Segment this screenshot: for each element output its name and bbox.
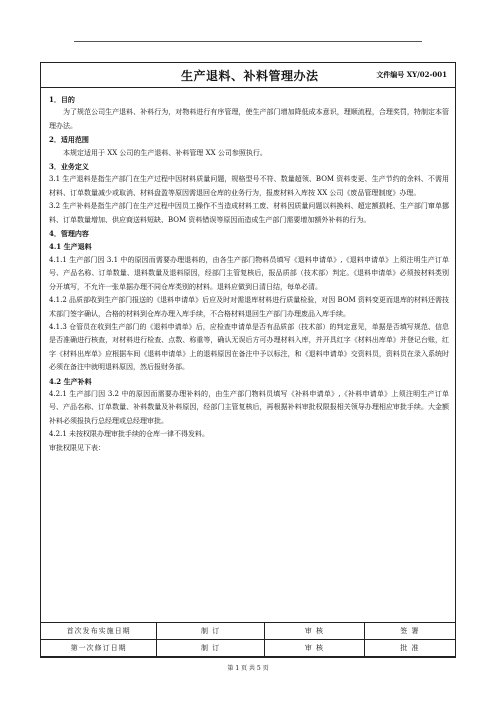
signoff-table	[40, 622, 456, 657]
signoff-cell: 制 订	[157, 640, 265, 657]
paragraph: 3.1 生产退料是指生产部门在生产过程中因材料质量问题，规格型号不符、数量超领、BOM 资料变更、生产节约的余料、不需用材料、订单数量减少或取消、材料盘盈等原因需退回仓库的业务行为，报废材料入库按 XX 公司《废品管理制度》办理。	[49, 175, 449, 197]
signoff-row	[41, 640, 456, 657]
signoff-row	[41, 623, 456, 640]
section-heading: 4．管理内容	[49, 229, 89, 239]
section-heading: 4.1 生产退料	[49, 242, 92, 252]
paragraph: 审批权限见下表：	[49, 443, 105, 452]
signoff-cell: 制 订	[157, 623, 265, 640]
paragraph: 4.1.2 品质部收到生产部门报送的《退料申请单》后应及时对需退库材料进行质量检验，对因 BOM 资料变更而退库的材料还需技术部门签字确认，合格的材料到仓库办理入库手续，不合格材料退回生产部门办理废品入库手续。	[49, 296, 449, 318]
paragraph: 为了规范公司生产退料、补料行为，对物料进行有序管理，使生产部门增加降低成本意识，理顺流程，合理奖罚，特制定本管理办法。	[49, 108, 449, 130]
section-heading: 3．业务定义	[49, 162, 89, 172]
paragraph: 3.2 生产补料是指生产部门在生产过程中因员工操作不当造成材料工废、材料因质量问题以料换料、超定额损耗、生产部门窜单挪料、订单数量增加、供应商送料短缺、BOM 资料错误等原因而造成生产部门需要增加额外补料的行为。	[49, 202, 449, 224]
document-title: 生产退料、补料管理办法	[181, 69, 319, 83]
signoff-cell: 第一次修订日期	[41, 640, 157, 657]
section-heading: 2．适用范围	[49, 135, 89, 145]
paragraph: 4.1.3 仓管员在收到生产部门的《退料申请单》后，应检查申请单是否有品质部（技术部）的判定意见，单据是否填写规范、信息是否准确进行核查，对材料进行检查、点数、称重等，确认无误后方可办理材料入库，并开具红字《材料出库单》并登记台账，红字《材料出库单》应根据车间《退料申请单》上的退料原因在备注中予以标注，和《退料申请单》交资料员，资料员在录入系统时必须在备注中就明退料原因，然后报财务部。	[49, 322, 449, 372]
signoff-cell: 首次发布实施日期	[41, 623, 157, 640]
paragraph: 4.1.1 生产部门因 3.1 中的原因而需要办理退料的，由各生产部门物料员填写《退料申请单》,《退料申请单》上须注明生产订单号、产品名称、订单数量、退料数量及退料原因，经部门主管复核后，报品质部（技术部）判定。《退料申请单》必须按材料类别分开填写，不允许一张单据办理不同仓库类别的材料。退料应做到日清日结，每单必清。	[49, 255, 449, 291]
section-heading: 1．目的	[49, 95, 75, 104]
section-heading: 4.2 生产补料	[49, 376, 92, 386]
paragraph: 4.2.1 未按权限办理审批手续的仓库一律不得发料。	[49, 430, 210, 439]
signoff-cell: 审 核	[265, 623, 365, 640]
signoff-cell: 审 核	[265, 640, 365, 657]
paragraph: 4.2.1 生产部门因 3.2 中的原因而需要办理补料的，由生产部门物料员填写《补料申请单》,《补料申请单》上须注明生产订单号、产品名称、订单数量、补料数量及补料原因，经部门主管复核后，再根据补料审批权限报相关领导办理相应审批手续。大金额补料必须报执行总经理或总经理审批。	[49, 389, 449, 425]
document-body	[49, 93, 449, 455]
header-rule	[74, 41, 422, 42]
signoff-cell: 签 署	[364, 623, 455, 640]
paragraph: 本规定适用于 XX 公司的生产退料、补料管理 XX 公司参照执行。	[63, 148, 267, 157]
title-row	[41, 63, 455, 88]
document-number: 文件编号 XY/02-001	[376, 70, 447, 79]
signoff-cell: 批 准	[364, 640, 455, 657]
document-frame	[40, 62, 456, 658]
page-footer: 第 1 页 共 5 页	[227, 665, 269, 672]
